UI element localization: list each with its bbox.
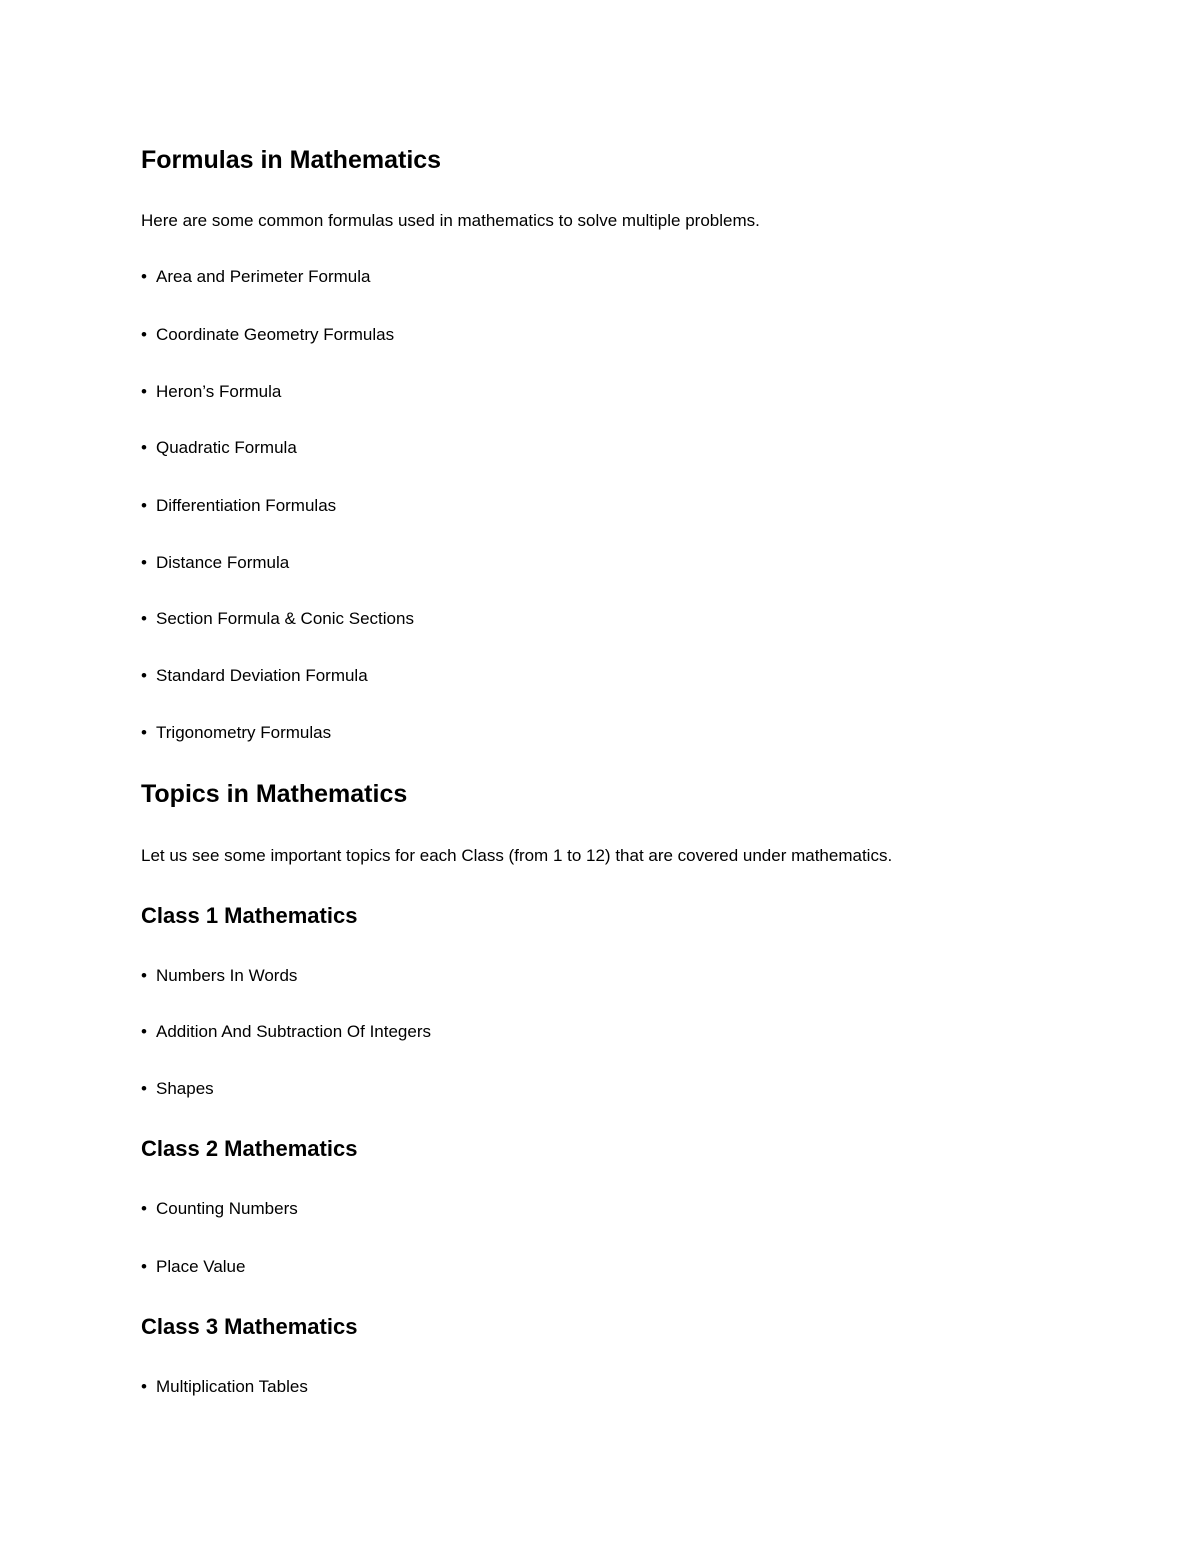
list-item [141,965,297,987]
list-item-label: Numbers In Words [156,966,298,985]
list-item-label: Multiplication Tables [156,1377,308,1396]
list-item-label: Distance Formula [156,553,290,572]
bullet: • [141,496,147,515]
topics-heading: Topics in Mathematics [141,780,408,808]
list-item-label: Heron’s Formula [156,382,282,401]
list-item [141,266,370,288]
bullet: • [141,438,147,457]
list-item [141,381,281,403]
list-item [141,1078,214,1100]
list-item-label: Addition And Subtraction Of Integers [156,1022,432,1041]
list-item-label: Quadratic Formula [156,438,297,457]
list-item [141,1256,245,1278]
list-item-label: Coordinate Geometry Formulas [156,325,395,344]
list-item [141,324,394,346]
list-item-label: Place Value [156,1257,246,1276]
list-item [141,665,368,687]
class3-heading: Class 3 Mathematics [141,1314,358,1339]
bullet: • [141,382,147,401]
list-item-label: Standard Deviation Formula [156,666,368,685]
formulas-intro: Here are some common formulas used in mathematics to solve multiple problems. [141,211,760,230]
list-item-label: Area and Perimeter Formula [156,267,371,286]
list-item-label: Trigonometry Formulas [156,723,332,742]
bullet: • [141,666,147,685]
bullet: • [141,267,147,286]
list-item [141,608,414,630]
class2-heading: Class 2 Mathematics [141,1136,358,1161]
bullet: • [141,325,147,344]
list-item-label: Counting Numbers [156,1199,298,1218]
bullet: • [141,553,147,572]
list-item-label: Shapes [156,1079,214,1098]
list-item-label: Differentiation Formulas [156,496,337,515]
topics-intro: Let us see some important topics for each Class (from 1 to 12) that are covered under mathematics. [141,846,893,865]
bullet: • [141,1377,147,1396]
list-item [141,722,331,744]
bullet: • [141,1199,147,1218]
list-item [141,1198,298,1220]
list-item [141,1376,308,1398]
list-item [141,552,289,574]
list-item [141,495,336,517]
bullet: • [141,609,147,628]
bullet: • [141,1022,147,1041]
bullet: • [141,1079,147,1098]
list-item [141,1021,431,1043]
bullet: • [141,723,147,742]
class1-heading: Class 1 Mathematics [141,903,358,928]
bullet: • [141,966,147,985]
bullet: • [141,1257,147,1276]
formulas-heading: Formulas in Mathematics [141,146,442,174]
list-item-label: Section Formula & Conic Sections [156,609,414,628]
list-item [141,437,297,459]
